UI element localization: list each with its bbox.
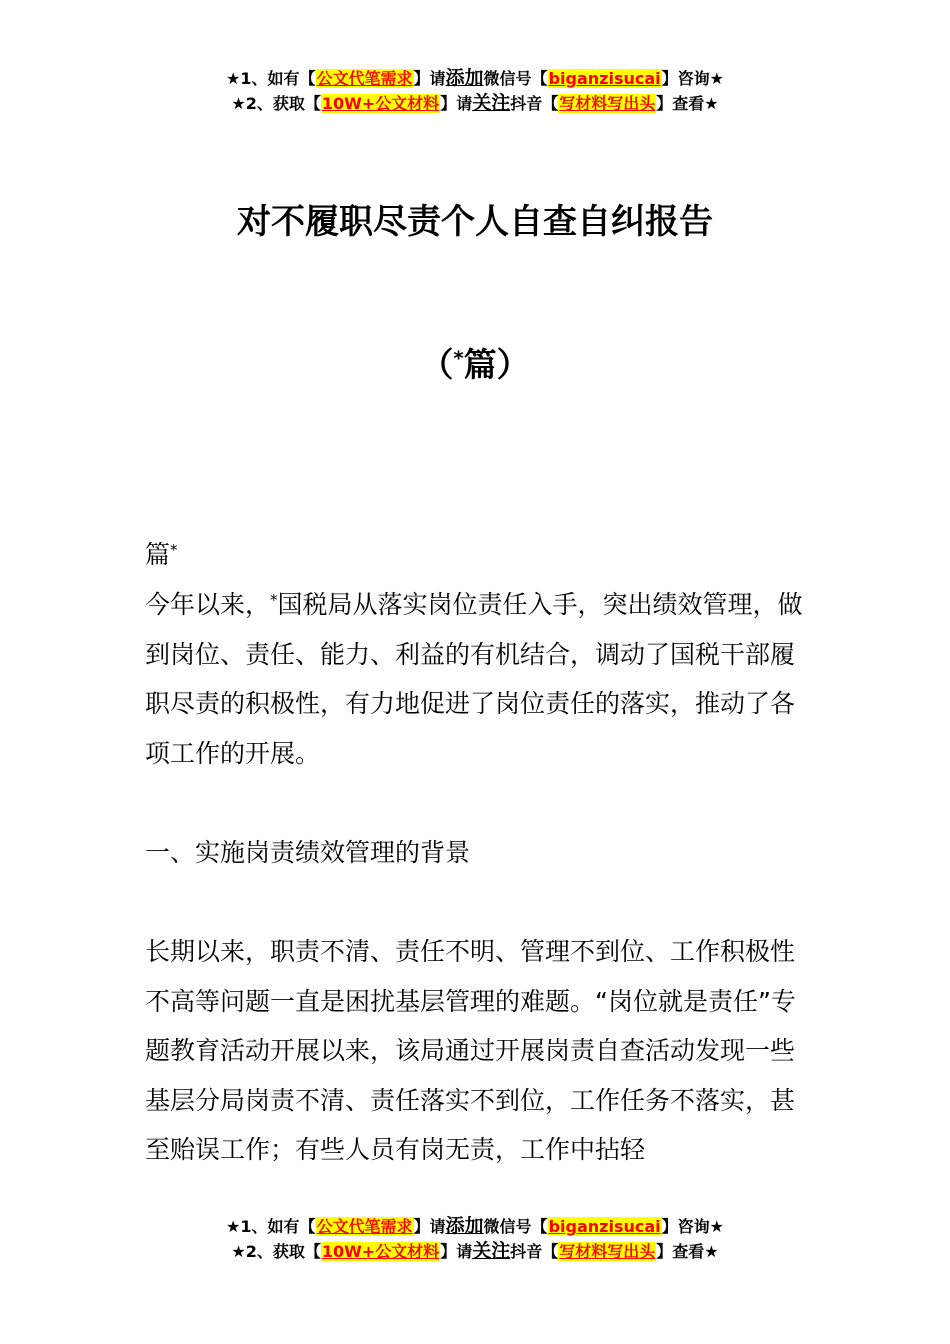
banner-text: ★1、如有【 [226,1217,316,1236]
banner-text: ★1、如有【 [226,69,316,88]
banner-line-2 [0,1239,950,1264]
subtitle-word: 篇） [463,345,530,384]
banner-line-2 [0,91,950,116]
banner-text: 】请 [413,69,446,88]
banner-emphasis: 关注 [472,92,511,114]
banner-highlight: 写材料写出头 [559,94,656,113]
banner-text: ★2、获取【 [231,94,321,113]
footer-banner [0,1214,950,1264]
intro-prefix: 今年以来， [145,590,271,619]
section-label [145,530,810,580]
banner-text: 】请 [440,94,473,113]
banner-text: 微信号【 [483,69,548,88]
banner-text: 】请 [440,1242,473,1261]
banner-text: 】咨询★ [661,69,724,88]
banner-highlight: 公文代笔需求 [316,1217,413,1236]
banner-line-1 [0,1214,950,1239]
banner-highlight: biganzisucai [548,1217,661,1236]
banner-highlight: 公文代笔需求 [316,69,413,88]
document-subtitle [0,341,950,389]
banner-highlight: 写材料写出头 [559,1242,656,1261]
banner-text: 】查看★ [656,94,719,113]
document-title: 对不履职尽责个人自查自纠报告 [237,202,713,242]
banner-text: 】查看★ [656,1242,719,1261]
banner-emphasis: 添加 [445,67,484,89]
section-label-text: 篇 [145,540,171,569]
banner-line-1 [0,66,950,91]
banner-emphasis: 关注 [472,1240,511,1262]
banner-text: ★2、获取【 [231,1242,321,1261]
header-banner [0,66,950,116]
subtitle-open: （ [420,345,454,384]
banner-text: 】请 [413,1217,446,1236]
banner-emphasis: 添加 [445,1215,484,1237]
banner-text: 抖音【 [510,1242,559,1261]
banner-highlight: biganzisucai [548,69,661,88]
section-heading-1: 一、实施岗责绩效管理的背景 [145,838,471,867]
banner-text: 】咨询★ [661,1217,724,1236]
banner-highlight: 10W+公文材料 [321,1242,440,1261]
banner-highlight: 10W+公文材料 [321,94,440,113]
banner-text: 微信号【 [483,1217,548,1236]
subtitle-mark: * [453,347,464,371]
section-label-mark: * [170,540,178,559]
intro-mark: * [270,590,278,609]
intro-text: 国税局从落实岗位责任入手，突出绩效管理，做到岗位、责任、能力、利益的有机结合，调动了国税干部履职尽责的积极性，有力地促进了岗位责任的落实，推动了各项工作的开展。 [145,590,803,768]
body-paragraph-1: 长期以来，职责不清、责任不明、管理不到位、工作积极性不高等问题一直是困扰基层管理的难题。“岗位就是责任”专题教育活动开展以来，该局通过开展岗责自查活动发现一些基层分局岗责不清、责任落实不到位，工作任务不落实，甚至贻误工作；有些人员有岗无责，工作中拈轻 [145,937,796,1164]
intro-paragraph [145,580,810,778]
banner-text: 抖音【 [510,94,559,113]
